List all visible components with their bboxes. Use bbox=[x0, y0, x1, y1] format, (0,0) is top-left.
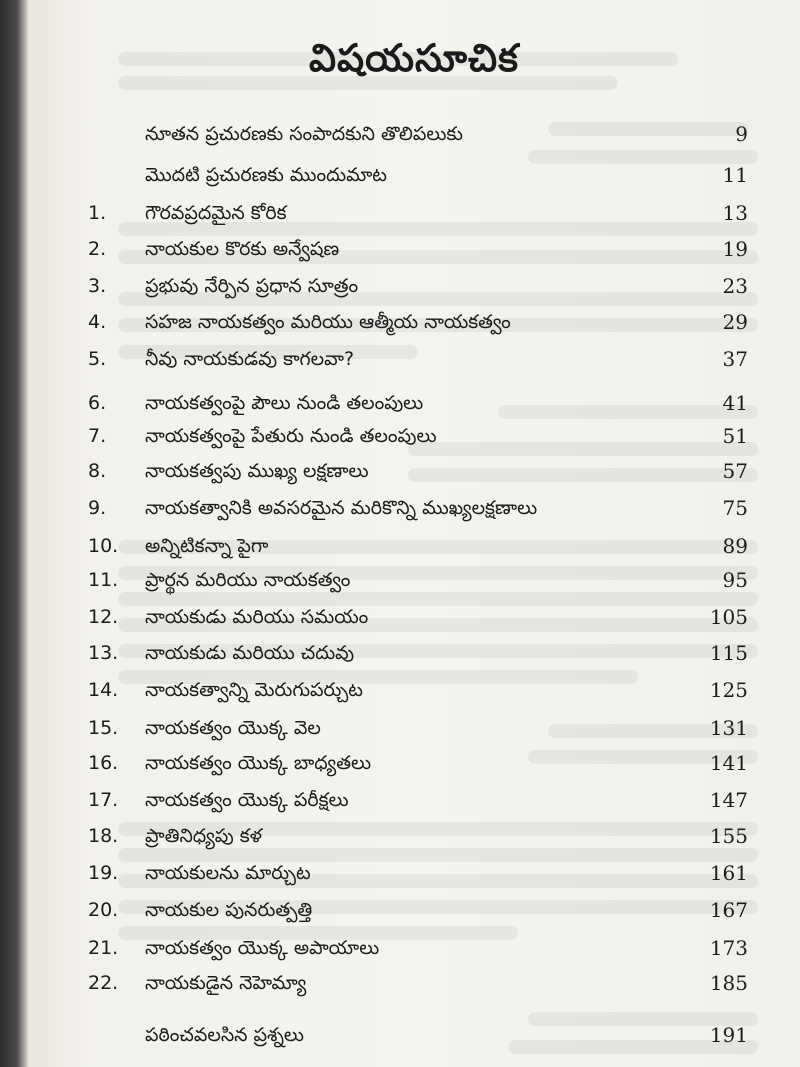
toc-entry-title: నూతన ప్రచురణకు సంపాదకుని తొలిపలుకు bbox=[145, 123, 463, 145]
toc-entry-title: నాయకత్వం యొక్క అపాయాలు bbox=[145, 937, 380, 959]
toc-entry bbox=[28, 1017, 800, 1053]
toc-entry-title: మొదటి ప్రచురణకు ముందుమాట bbox=[145, 164, 387, 186]
toc-entry-page: 89 bbox=[722, 534, 748, 558]
toc-entry-number: 8. bbox=[88, 460, 107, 482]
toc-entry-number: 15. bbox=[88, 717, 119, 739]
toc-entry bbox=[28, 562, 800, 598]
toc-entry-number: 16. bbox=[88, 752, 119, 774]
toc-entry-page: 147 bbox=[709, 788, 748, 812]
toc-entry-number: 2. bbox=[88, 238, 107, 260]
toc-entry-page: 167 bbox=[709, 898, 748, 922]
toc-entry-page: 29 bbox=[722, 310, 748, 334]
toc-entry-page: 125 bbox=[709, 678, 748, 702]
toc-entry-number: 3. bbox=[88, 275, 107, 297]
toc-entry-number: 20. bbox=[88, 899, 119, 921]
toc-entry-number: 1. bbox=[88, 202, 107, 224]
toc-entry-page: 75 bbox=[722, 496, 748, 520]
toc-entry bbox=[28, 965, 800, 1001]
toc-entry-title: నాయకులను మార్చుట bbox=[145, 862, 311, 884]
toc-entry bbox=[28, 195, 800, 231]
toc-entry-title: ప్రభువు నేర్పిన ప్రధాన సూత్రం bbox=[145, 275, 359, 297]
toc-entry bbox=[28, 418, 800, 454]
toc-entry-number: 4. bbox=[88, 311, 107, 333]
toc-entry-title: గౌరవప్రదమైన కోరిక bbox=[145, 202, 287, 224]
toc-entry bbox=[28, 782, 800, 818]
toc-entry bbox=[28, 635, 800, 671]
toc-entry-page: 161 bbox=[709, 861, 748, 885]
toc-entry-page: 11 bbox=[722, 163, 748, 187]
toc-entry-title: నాయకుడు మరియు సమయం bbox=[145, 606, 369, 628]
toc-entry-page: 23 bbox=[722, 274, 748, 298]
toc-entry-number: 6. bbox=[88, 392, 107, 414]
toc-entry bbox=[28, 157, 800, 193]
toc-entry-page: 155 bbox=[709, 824, 748, 848]
toc-entry-number: 18. bbox=[88, 825, 119, 847]
toc-entry-title: పఠించవలసిన ప్రశ్నలు bbox=[145, 1024, 304, 1046]
toc-entry bbox=[28, 855, 800, 891]
toc-entry bbox=[28, 672, 800, 708]
toc-entry-title: నాయకుడైన నెహెమ్యా bbox=[145, 972, 307, 994]
page-title: విషయసూచిక bbox=[309, 36, 519, 80]
toc-entry-number: 9. bbox=[88, 497, 107, 519]
toc-entry-number: 17. bbox=[88, 789, 119, 811]
toc-entry-page: 19 bbox=[722, 237, 748, 261]
toc-entry-number: 11. bbox=[88, 569, 119, 591]
toc-entry bbox=[28, 116, 800, 152]
toc-entry bbox=[28, 892, 800, 928]
toc-entry bbox=[28, 304, 800, 340]
toc-entry-title: నాయకుల కొరకు అన్వేషణ bbox=[145, 238, 340, 260]
toc-entry-title: నాయకత్వానికి అవసరమైన మరికొన్ని ముఖ్యలక్షణాలు bbox=[145, 497, 538, 519]
toc-entry-number: 19. bbox=[88, 862, 119, 884]
toc-entry-title: నాయకత్వం యొక్క బాధ్యతలు bbox=[145, 752, 372, 774]
toc-entry-title: సహజ నాయకత్వం మరియు ఆత్మీయ నాయకత్వం bbox=[145, 311, 511, 333]
toc-entry-number: 14. bbox=[88, 679, 119, 701]
toc-entry-number: 5. bbox=[88, 348, 107, 370]
toc-entry-page: 185 bbox=[709, 971, 748, 995]
toc-entry-title: నాయకత్వం యొక్క పరీక్షలు bbox=[145, 789, 349, 811]
toc-entry bbox=[28, 453, 800, 489]
toc-entry-number: 13. bbox=[88, 642, 119, 664]
toc-entry-title: నాయకుల పునరుత్పత్తి bbox=[145, 899, 313, 921]
toc-entry bbox=[28, 341, 800, 377]
toc-entry-number: 10. bbox=[88, 535, 119, 557]
toc-entry-page: 41 bbox=[722, 391, 748, 415]
toc-entry-title: నాయకత్వం యొక్క వెల bbox=[145, 717, 321, 739]
toc-entry-page: 141 bbox=[709, 751, 748, 775]
toc-entry-title: అన్నిటికన్నా పైగా bbox=[145, 535, 269, 557]
toc-entry-title: నాయకత్వాన్ని మెరుగుపర్చుట bbox=[145, 679, 363, 701]
toc-entry bbox=[28, 930, 800, 966]
toc-entry-page: 131 bbox=[709, 716, 748, 740]
toc-entry bbox=[28, 528, 800, 564]
toc-entry-title: నాయకుడు మరియు చదువు bbox=[145, 642, 355, 664]
toc-entry-page: 51 bbox=[722, 424, 748, 448]
toc-entry-page: 105 bbox=[709, 605, 748, 629]
toc-entry-number: 7. bbox=[88, 425, 107, 447]
book-spine-shadow bbox=[0, 0, 28, 1067]
toc-entry bbox=[28, 745, 800, 781]
toc-entry bbox=[28, 231, 800, 267]
toc-entry-page: 37 bbox=[722, 347, 748, 371]
toc-entry-title: నాయకత్వంపై పౌలు నుండి తలంపులు bbox=[145, 392, 424, 414]
toc-entry-page: 115 bbox=[709, 641, 748, 665]
toc-entry-number: 22. bbox=[88, 972, 119, 994]
toc-entry-page: 9 bbox=[735, 122, 748, 146]
toc-entry bbox=[28, 385, 800, 421]
toc-entry-page: 191 bbox=[709, 1023, 748, 1047]
toc-entry bbox=[28, 268, 800, 304]
toc-entry-number: 12. bbox=[88, 606, 119, 628]
toc-entry-title: ప్రాతినిధ్యపు కళ bbox=[145, 825, 262, 847]
toc-entry-page: 13 bbox=[722, 201, 748, 225]
toc-entry bbox=[28, 818, 800, 854]
toc-entry bbox=[28, 710, 800, 746]
toc-entry-page: 57 bbox=[722, 459, 748, 483]
toc-entry-title: ప్రార్థన మరియు నాయకత్వం bbox=[145, 569, 351, 591]
book-page bbox=[28, 0, 800, 1067]
toc-entry-title: నాయకత్వపు ముఖ్య లక్షణాలు bbox=[145, 460, 369, 482]
toc-entry-title: నీవు నాయకుడవు కాగలవా? bbox=[145, 348, 355, 370]
toc-entry bbox=[28, 490, 800, 526]
toc-entry-page: 95 bbox=[722, 568, 748, 592]
toc-entry-title: నాయకత్వంపై పేతురు నుండి తలంపులు bbox=[145, 425, 437, 447]
toc-entry-number: 21. bbox=[88, 937, 119, 959]
toc-entry-page: 173 bbox=[709, 936, 748, 960]
toc-entry bbox=[28, 599, 800, 635]
